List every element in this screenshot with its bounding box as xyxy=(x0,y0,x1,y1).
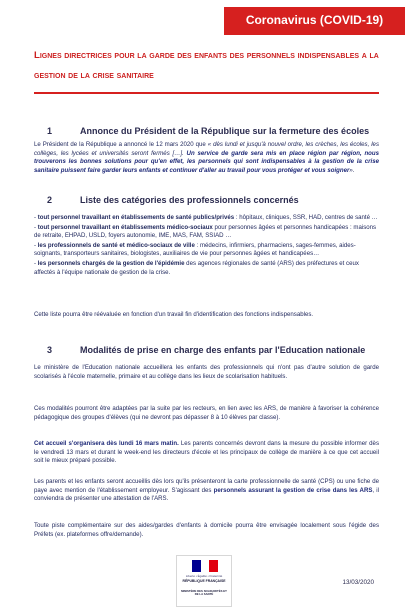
text-span: , il conviendra de présenter une attestation de l'ARS. xyxy=(34,486,380,503)
section-title: Annonce du Président de la République sur la fermeture des écoles xyxy=(80,126,370,136)
item-bold: tout personnel travaillant en établissements de santé publics/privés xyxy=(37,214,235,221)
logo-republic: RÉPUBLIQUE FRANÇAISE xyxy=(182,579,226,583)
list-item: - les personnels chargés de la gestion de l'épidémie des agences régionales de santé (ARS) des préfectures et ceux affectés à l'équipe nationale de gestion de la crise. xyxy=(34,259,359,276)
document-title: Lignes directrices pour la garde des enfants des personnels indispensables a la gestion de la crise sanitaire xyxy=(34,50,379,81)
section3-paragraph-2: Ces modalités pourront être adaptées par la suite par les recteurs, en lien avec les ARS, de manière à favoriser la cohérence pédagogique des groupes d'élèves (qui ne devront pas dépasser 8 à 10 élèves par classe). xyxy=(34,405,379,421)
section-number: 1 xyxy=(47,126,53,136)
section-title: Liste des catégories des professionnels concernés xyxy=(80,195,299,205)
french-flag-icon xyxy=(192,560,218,572)
section-title: Modalités de prise en charge des enfants par l'Education nationale xyxy=(80,345,366,355)
text-span: Le Président de la République a annoncé le 12 mars 2020 que xyxy=(34,141,208,148)
item-text: des agences régionales de santé (ARS) des préfectures et ceux affectés à l'équipe nationale de gestion de la crise. xyxy=(34,259,359,276)
list-item: - tout personnel travaillant en établissements médico-sociaux pour personnes âgées et personnes handicapées : maisons de retraite, EHPAD, USLD, foyers autonomie, IME, MAS, FAM, SSIAD … xyxy=(34,223,377,240)
item-bold: les personnels chargés de la gestion de l'épidémie xyxy=(37,259,185,267)
title-divider xyxy=(34,92,379,94)
professional-categories-list xyxy=(34,214,379,278)
section3-paragraph-3 xyxy=(34,440,379,466)
section-number: 2 xyxy=(47,195,53,205)
section3-paragraph-1: Le ministère de l'Education nationale accueillera les enfants des professionnels qui n'ont pas d'autre solution de garde scolarisés à l'école maternelle, primaire et au collège dans les lieux de scolarisation habituels. xyxy=(34,364,379,380)
quote-bold-text: Un service de garde sera mis en place région par région, nous trouverons les bonnes solutions pour qu'en effet, les personnels qui sont indispensables à la gestion de la crise sanitaire puissent faire garder leurs enfants et continuer d'aller au travail pour vous protéger et vous soigner xyxy=(34,149,379,174)
text-span: Les parents concernés devront dans la mesure du possible informer dès le vendredi 13 mars et durant le week-end les directeurs d'école et les principaux de collège de manière à ce que cet accueil soit le mieux préparé possible. xyxy=(34,440,379,465)
text-span: Les parents et les enfants seront accueillis dès lors qu'ils présenteront la carte professionnelle de santé (CPS) ou une fiche de paye avec mention de l'établissement employeur. S'agissant des xyxy=(34,478,379,494)
document-date: 13/03/2020 xyxy=(342,579,374,586)
ministry-logo xyxy=(176,555,232,607)
section3-paragraph-5: Toute piste complémentaire sur des aides/gardes d'enfants à domicile pourra être envisagée localement sous l'égide des Préfets (ex. plateformes offre/demande). xyxy=(34,522,379,538)
item-text: pour personnes âgées et personnes handicapées : maisons de retraite, EHPAD, USLD, foyers autonomie, IME, MAS, FAM, SSIAD … xyxy=(34,223,377,240)
item-text: : médecins, infirmiers, pharmaciens, sages-femmes, aides-soignants, transporteurs sanitaires, biologistes, auxiliaires de vie pour personnes âgées et handicapées… xyxy=(34,241,356,258)
bold-text: personnels assurant la gestion de crise dans les ARS xyxy=(213,486,373,494)
quote-end: ». xyxy=(349,166,355,174)
header-title: Coronavirus (COVID-19) xyxy=(245,13,384,27)
item-bold: les professionnels de santé et médico-sociaux de ville xyxy=(37,241,195,249)
item-bold: tout personnel travaillant en établissements médico-sociaux xyxy=(37,223,213,231)
section-number: 3 xyxy=(47,345,53,355)
item-text: : hôpitaux, cliniques, SSR, HAD, centres de santé … xyxy=(234,214,378,221)
section3-paragraph-4 xyxy=(34,478,379,504)
logo-motto: Liberté • Égalité • Fraternité xyxy=(185,574,223,578)
header-banner xyxy=(224,7,405,35)
section2-note: Cette liste pourra être réévaluée en fonction d'un travail fin d'identification des fonctions indispensables. xyxy=(34,311,314,318)
quote-text: « dès lundi et jusqu'à nouvel ordre, les crèches, les écoles, les collèges, les lycées et universités seront fermés […]. xyxy=(34,141,379,157)
list-item: - les professionnels de santé et médico-sociaux de ville : médecins, infirmiers, pharmaciens, sages-femmes, aides-soignants, transporteurs sanitaires, biologistes, auxiliaires de vie pour personnes âgées et handicapées… xyxy=(34,241,356,258)
bold-text: Cet accueil s'organisera dès lundi 16 mars matin. xyxy=(34,440,179,447)
list-item: - tout personnel travaillant en établissements de santé publics/privés : hôpitaux, cliniques, SSR, HAD, centres de santé … xyxy=(34,214,378,221)
logo-ministry: MINISTÈRE DES SOLIDARITÉS ET DE LA SANTÉ xyxy=(181,589,227,597)
section1-paragraph xyxy=(34,141,379,175)
